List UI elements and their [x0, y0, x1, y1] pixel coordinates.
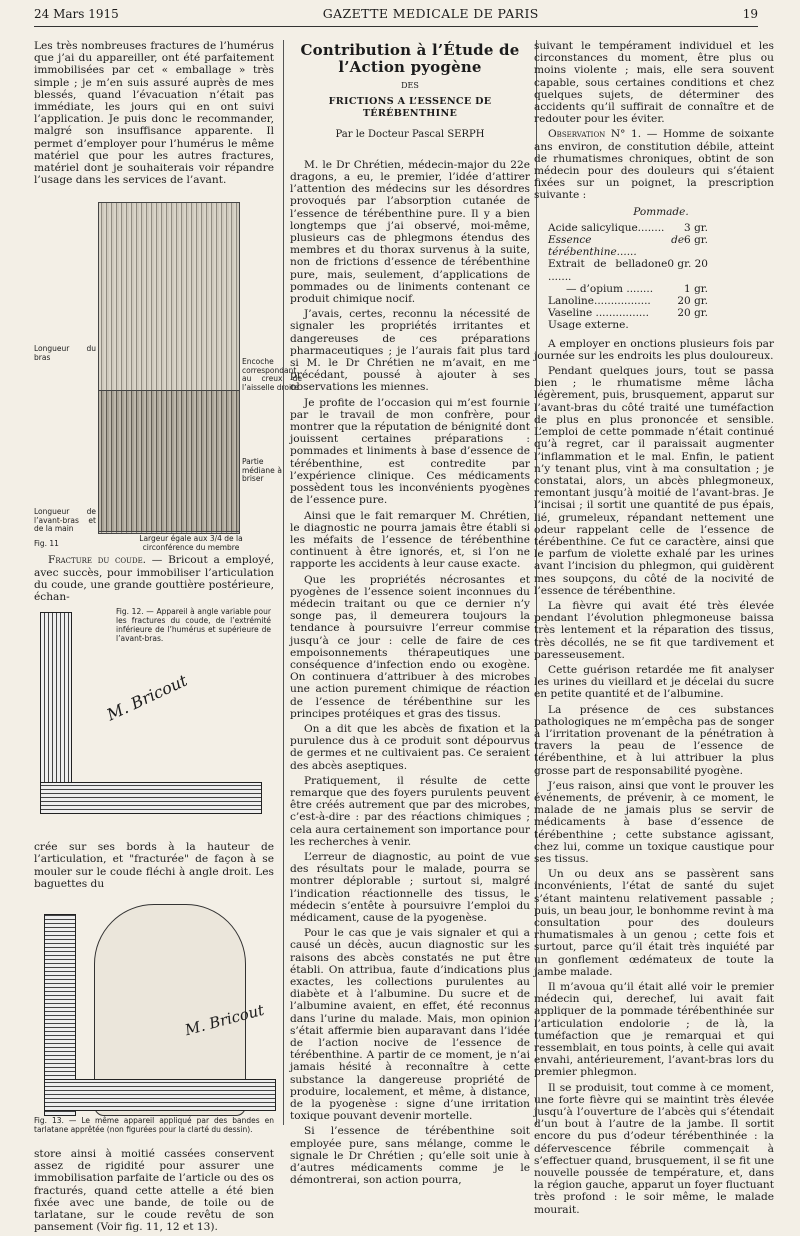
prescription-row: — d’opium ........ 1 gr.: [566, 282, 708, 295]
section-head: Observation N° 1.: [548, 128, 642, 141]
paragraph: Un ou deux ans se passèrent sans inconvénients, l’état de santé du sujet s’étant maintenu relativement passable ; puis, un beau jour, le bonhomme revint à ma consultation pour des douleurs rhumatismales à un genou ; cette fois et surtout, parce qu’il était très inquiété par un gonflement œdémateux de toute la jambe malade.: [534, 868, 774, 978]
article-author: Par le Docteur Pascal SERPH: [335, 128, 485, 140]
paragraph: Il m’avoua qu’il était allé voir le premier médecin qui, derechef, lui avait fait appliquer de la pommade térébenthinée sur l’articulation endolorie ; de là, la tuméfaction que je remarquai et qui ressemblait, en tous points, à celle qui avait envahi, antérieurement, l’avant-bras lors du premier phlegmon.: [534, 981, 774, 1079]
paragraph: Il se produisit, tout comme à ce moment, une forte fièvre qui se maintint très élevée jusqu’à l’ouverture de l’abcès qui s’étendait d’un bout à l’autre de la jambe. Il sortit encore du pus d’odeur térébenthinée : la défervescence fébrile commençait à s’effectuer quand, brusquement, il se fit une nouvelle poussée de température, et, dans la région gauche, apparut un foyer fluctuant très profond : le soir même, le malade mourait.: [534, 1081, 774, 1216]
paragraph: Pour le cas que je vais signaler et qui a causé un décès, aucun diagnostic sur les raisons des abcès constatés ne put être établi. On attribua, faute d’indications plus exactes, les collections purulentes au diabète et à l’albumine. Du sucre et de l’albumine avaient, en effet, été reconnus dans l’urine du malade. Mais, mon opinion s’était affermie bien auparavant dans l’idée de l’action nocive de l’essence de térébenthine. A partir de ce moment, je n’ai jamais hésité à reconnaître à cette substance la dangereuse propriété de produire, localement, et même, à distance, de la pyogenèse : signe d’une irritation toxique pouvant devenir mortelle.: [290, 927, 530, 1123]
prescription-row: Vaseline ................ 20 gr.: [548, 307, 708, 320]
header-page-number: 19: [742, 7, 758, 21]
paragraph: L’erreur de diagnostic, au point de vue des résultats pour le malade, pourra se montrer déplorable ; surtout si, malgré l’indication réactionnelle des tissus, le médecin s’entête à poursuivre l’emploi du médicament, cause de la pyogenèse.: [290, 850, 530, 924]
label-avantbras: Longueur de l’avant-bras et de la main: [34, 507, 96, 534]
column-left: [34, 40, 302, 1236]
prescription-block: [548, 206, 774, 332]
paragraph: store ainsi à moitié cassées conservent assez de rigidité pour assurer une immobilisation parfaite de l’article ou des os fracturés, quand cette attelle a été bien fixée avec une bande, de toile ou de tarlatane, sur le coude revêtu de son pansement (Voir fig. 11, 12 et 13).: [34, 1148, 274, 1234]
article-subtitle: FRICTIONS A L’ESSENCE DE TÉRÉBENTHINE: [328, 96, 492, 120]
paragraph: Pendant quelques jours, tout se passa bien ; le rhumatisme même lâcha légèrement, puis, brusquement, apparut sur l’avant-bras du côté traité une tuméfaction de plus en plus prononcée et sensible. L’emploi de cette pommade n’était continué qu’à regret, car il paraissait augmenter l’inflammation et le mal. Enfin, le patient n’y tenant plus, vint à ma consultation ; je constatai, alors, un abcès phlegmoneux, remontant jusqu’à moitié de l’avant-bras. Je l’incisai ; il sortit une quantité de pus épais, lié, grumeleux, répandant nettement une odeur rappelant celle de l’essence de térébenthine. Ce fut ce caractère, ainsi que le parfum de violette exhalé par les urines avant l’incision du phlegmon, qui guidèrent mes soupçons, du côté de la nocivité de l’essence de térébenthine.: [534, 365, 774, 597]
prescription-title: Pommade.: [633, 205, 689, 218]
prescription-row: Acide salicylique........ 3 gr.: [548, 221, 708, 234]
header-title: GAZETTE MEDICALE DE PARIS: [322, 6, 539, 21]
signature: M. Bricout: [103, 670, 191, 725]
prescription-usage: Usage externe.: [548, 319, 629, 332]
paragraph: La fièvre qui avait été très élevée pendant l’évolution phlegmoneuse baissa très lentement et la réparation des tissus, très décollés, ne se fit que tardivement et paresseusement.: [534, 599, 774, 661]
figure-11: [34, 190, 302, 552]
label-encoche: Encoche correspondant au creux de l’aisselle droite: [242, 357, 302, 392]
prescription-row: Extrait de belladone ....... 0 gr. 20: [548, 258, 708, 283]
prescription-row: Lanoline................. 20 gr.: [548, 295, 708, 308]
paragraph: Je profite de l’occasion qui m’est fournie par le travail de mon confrère, pour montrer que la réputation de bénignité dont jouissent certaines préparations : pommades et liniments à base d’essence de térébenthine, est contredite par l’expérience clinique. Ces médicaments possèdent tous les inconvénients pyogènes de l’essence pure.: [290, 396, 530, 507]
signature: M. Bricout: [183, 1000, 266, 1040]
paragraph: J’eus raison, ainsi que vont le prouver les événements, de prévenir, à ce moment, le malade de ne jamais plus se servir de médicaments à base d’essence de térébenthine ; cette substance agissant, chez lui, comme un toxique caustique pour ses tissus.: [534, 779, 774, 865]
paragraph: Fracture du coude. — Bricout a employé, avec succès, pour immobiliser l’articulation du coude, une grande gouttière postérieure, échan-: [34, 554, 274, 604]
column-right: [534, 40, 774, 1219]
figure-12: [34, 607, 274, 837]
figure-13: [34, 894, 274, 1144]
paragraph: Cette guérison retardée me fit analyser les urines du vieillard et je décelai du sucre en petite quantité et de l’albumine.: [534, 663, 774, 701]
label-largeur: Largeur égale aux 3/4 de la circonférence du membre: [139, 534, 243, 552]
paragraph: A employer en onctions plusieurs fois par journée sur les endroits les plus douloureux.: [534, 337, 774, 362]
article-des: DES: [401, 81, 419, 90]
paragraph: Les très nombreuses fractures de l’humérus que j’ai du appareiller, ont été parfaitement immobilisées par cet « emballage » très simple ; je m’en suis assuré auprès de mes blessés, quand l’évacuation n’était pas immédiate, les jours qui en ont suivi l’application. Je puis donc le recommander, malgré son insuffisance apparente. Il permet d’employer pour l’humérus le même matériel que pour les autres fractures, matériel dont je souhaiterais voir répandre l’usage dans les services de l’avant.: [34, 40, 274, 187]
section-head: Fracture du coude.: [48, 554, 147, 567]
paragraph: La présence de ces substances pathologiques ne m’empêcha pas de songer à l’irritation provenant de la pénétration à travers la peau de l’essence de térébenthine, et à lui attribuer la plus grosse part de responsabilité pyogène.: [534, 703, 774, 777]
paragraph: Pratiquement, il résulte de cette remarque que des foyers purulents peuvent être créés autrement que par des microbes, c’est-à-dire : par des réactions chimiques ; cela aura certainement son importance pour les recherches à venir.: [290, 774, 530, 848]
paragraph: Ainsi que le fait remarquer M. Chrétien, le diagnostic ne pourra jamais être établi si les méfaits de l’essence de térébenthine continuent à être ignorés, et, si l’on ne rapporte les accidents à leur cause exacte.: [290, 509, 530, 571]
paragraph: On a dit que les abcès de fixation et la purulence dus à ce produit sont dépourvus de germes et ne cultivaient pas. Ce seraient des abcès aseptiques.: [290, 722, 530, 772]
paragraph: M. le Dr Chrétien, médecin-major du 22e dragons, a eu, le premier, l’idée d’attirer l’attention des médecins sur les désordres provoqués par l’absorption cutanée de l’essence de térébenthine pure. Il y a bien longtemps que j’ai observé, moi-même, plusieurs cas de phlegmons étendus des membres et du thorax survenus à la suite, non de frictions d’essence de térébenthine pure, mais, seulement, d’applications de pommades ou de liniments contenant ce produit chimique nocif.: [290, 158, 530, 306]
column-middle: [283, 40, 537, 1187]
page-header: [34, 6, 758, 27]
paragraph: Que les propriétés nécrosantes et pyogènes de l’essence soient inconnues du médecin traitant ou que ce dernier n’y songe pas, il demeurera toujours la tendance à poursuivre l’erreur commise jusqu’à ce jour : celle de faire de ces empoisonnements thérapeutiques une conséquence d’infection endo ou exogène. On continuera d’attribuer à des microbes une action purement chimique de réaction de l’essence de térébenthine sur les principes protéiques et gras des tissus.: [290, 573, 530, 720]
splint-lower-illustration: [98, 390, 240, 532]
figure-number: Fig. 11: [34, 539, 59, 549]
splint-base-illustration: [40, 782, 262, 814]
forearm-splint-illustration: [44, 1079, 276, 1111]
paragraph: Si l’essence de térébenthine soit employée pure, sans mélange, comme le signale le Dr Chrétien ; qu’elle soit unie à d’autres médicaments comme je le démontrerai, son action pourra,: [290, 1125, 530, 1187]
paragraph: Observation N° 1. — Homme de soixante ans environ, de constitution débile, atteint de rhumatismes chroniques, obtint de son médecin pour des douleurs qui s’étaient fixées sur un poignet, la prescription suivante :: [534, 128, 775, 202]
label-partie: Partie médiane à briser: [242, 457, 282, 484]
paragraph: suivant le tempérament individuel et les circonstances du moment, être plus ou moins violente ; mais, elle sera souvent capable, sous certaines conditions et chez quelques sujets, de déterminer des accidents qu’il suffirait de connaître et de redouter pour les éviter.: [534, 40, 774, 126]
prescription-row: Essence de térébenthine...... 6 gr.: [548, 234, 708, 259]
label-bras: Longueur du bras: [34, 344, 96, 362]
paragraph: crée sur ses bords à la hauteur de l’articulation, et "fracturée" de façon à se mouler sur le coude fléchi à angle droit. Les baguettes du: [34, 841, 274, 890]
header-date: 24 Mars 1915: [34, 7, 119, 21]
paragraph: J’avais, certes, reconnu la nécessité de signaler les propriétés irritantes et dangereuses de ces préparations pharmaceutiques ; je l’aurais fait plus tard si M. le Dr Chrétien ne m’avait, en me précédant, poussé à ajouter à ses observations les miennes.: [290, 308, 530, 394]
figure-caption: Fig. 12. — Appareil à angle variable pour les fractures du coude, de l’extrémité inférieure de l’humérus et supérieure de l’avant-bras.: [116, 607, 271, 644]
figure-caption: Fig. 13. — Le même appareil appliqué par des bandes en tarlatane apprêtée (non figurées pour la clarté du dessin).: [34, 1116, 274, 1135]
article-title: Contribution à l’Étude de l’Action pyogène: [300, 41, 520, 76]
